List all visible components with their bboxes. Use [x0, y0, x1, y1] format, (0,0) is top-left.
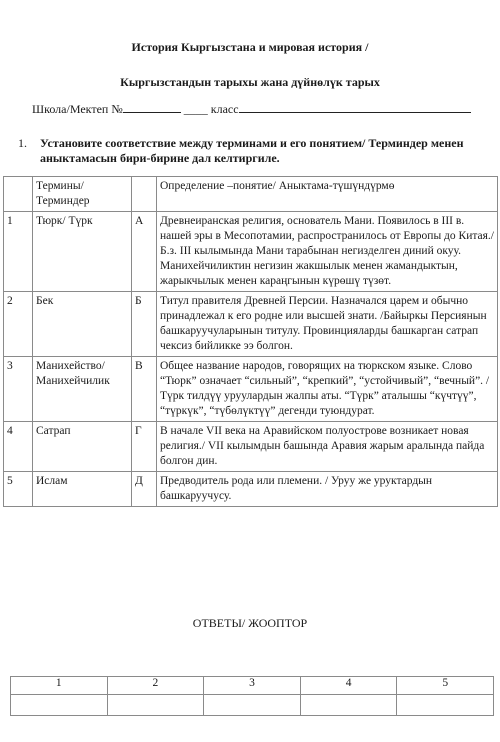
- matching-table: [3, 176, 498, 507]
- answer-column-label: 1: [11, 677, 108, 695]
- row-term: Тюрк/ Түрк: [33, 212, 132, 292]
- answers-table: [10, 676, 494, 716]
- answers-title: ОТВЕТЫ/ ЖООПТОР: [192, 616, 308, 630]
- school-number-blank[interactable]: [123, 101, 181, 113]
- task-text: Установите соответствие между терминами и его понятием/ Терминдер менен аныктамасын бири-бирине дал келтиргиле.: [40, 136, 464, 165]
- row-number: 4: [4, 422, 33, 472]
- short-blank: ____: [183, 102, 208, 116]
- header-terms: Термины/ Терминдер: [33, 177, 132, 212]
- title-line-2: Кыргызстандын тарыхы жана дүйнөлүк тарых: [120, 75, 380, 89]
- row-letter: Д: [132, 472, 157, 507]
- answer-cell-3[interactable]: [204, 695, 301, 716]
- answer-column-label: 2: [107, 677, 204, 695]
- row-definition: Древнеиранская религия, основатель Мани. Появилось в III в. нашей эры в Месопотамии, распространилось от Европы до Китая./Б.з. III кылымында Мани тарабынан негизделген диний окуу. Манихейчиликтин негизин жакшылык менен жамандыктын, жарыкчылык менен караңгынын күрөшү түзөт.: [157, 212, 498, 292]
- answers-input-row: [11, 695, 494, 716]
- answer-column-label: 4: [300, 677, 397, 695]
- row-definition: Предводитель рода или племени. / Уруу же уруктардын башкаруучусу.: [157, 472, 498, 507]
- answer-cell-2[interactable]: [107, 695, 204, 716]
- school-class-line: [32, 101, 471, 117]
- table-header-row: [4, 177, 498, 212]
- table-row: [4, 357, 498, 422]
- row-letter: А: [132, 212, 157, 292]
- row-term: Ислам: [33, 472, 132, 507]
- table-row: [4, 292, 498, 357]
- title-line-1: История Кыргызстана и мировая история /: [131, 40, 369, 54]
- answer-column-label: 3: [204, 677, 301, 695]
- header-num-cell: [4, 177, 33, 212]
- header-definition: Определение –понятие/ Аныктама-түшүндүрмө: [157, 177, 498, 212]
- row-number: 2: [4, 292, 33, 357]
- row-term: Сатрап: [33, 422, 132, 472]
- table-row: [4, 472, 498, 507]
- answers-header-row: [11, 677, 494, 695]
- header-letter-cell: [132, 177, 157, 212]
- answer-cell-5[interactable]: [397, 695, 494, 716]
- row-definition: Титул правителя Древней Персии. Назначался царем и обычно принадлежал к его родне или высшей знати. /Байыркы Персиянын башкаруучуларынын титулу. Провинцияларды башкарган сатрап чексиз бийликке ээ болгон.: [157, 292, 498, 357]
- answer-cell-4[interactable]: [300, 695, 397, 716]
- row-definition: В начале VII века на Аравийском полуострове возникает новая религия./ VII кылымдын башында Аравия жарым аралында пайда болгон дин.: [157, 422, 498, 472]
- row-term: Бек: [33, 292, 132, 357]
- answer-column-label: 5: [397, 677, 494, 695]
- table-row: [4, 422, 498, 472]
- row-definition: Общее название народов, говорящих на тюркском языке. Слово “Тюрк” означает “сильный”, “крепкий”, “устойчивый”, “вечный”. /Түрк тилдүү уруулардын жалпы аты. “Түрк” аталышы “күчтүү”, “түркүк”, “түбөлүктүү” дегенди туюндурат.: [157, 357, 498, 422]
- row-letter: Г: [132, 422, 157, 472]
- row-letter: В: [132, 357, 157, 422]
- row-term: Манихейство/ Манихейчилик: [33, 357, 132, 422]
- table-row: [4, 212, 498, 292]
- row-letter: Б: [132, 292, 157, 357]
- row-number: 5: [4, 472, 33, 507]
- row-number: 1: [4, 212, 33, 292]
- class-label: класс: [210, 102, 239, 116]
- class-blank[interactable]: [239, 101, 471, 113]
- row-number: 3: [4, 357, 33, 422]
- school-label: Школа/Мектеп №: [32, 102, 123, 116]
- task-number: 1.: [18, 136, 27, 150]
- answer-cell-1[interactable]: [11, 695, 108, 716]
